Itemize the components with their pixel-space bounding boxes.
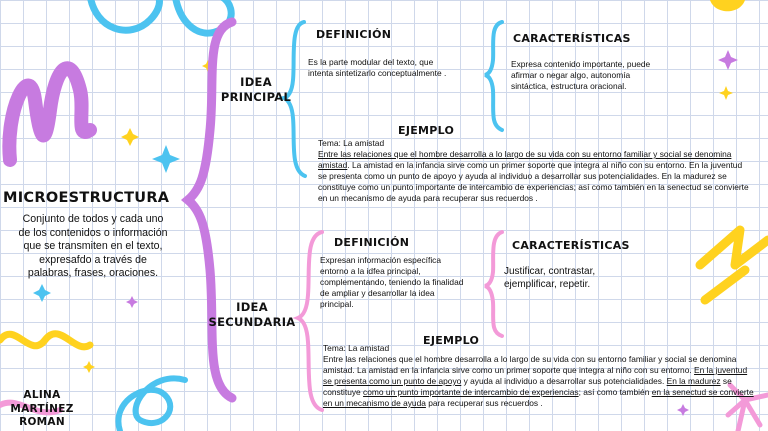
- blue-loop: [118, 378, 185, 431]
- principal-ejemplo-text: [318, 138, 750, 204]
- main-title: MICROESTRUCTURA: [3, 190, 170, 206]
- author-name: [3, 389, 81, 430]
- principal-carac-brace: [485, 22, 502, 130]
- author-line-1: ALINA: [23, 389, 61, 401]
- secundaria-brace: [298, 232, 322, 410]
- secundaria-ejemplo-part-4: En la madurez: [666, 376, 721, 386]
- idea-principal-line-1: IDEA: [240, 75, 272, 89]
- idea-secundaria-label: [206, 300, 298, 330]
- secundaria-ejemplo-part-2: En la juventud se presenta como un punto de apoyo: [323, 365, 748, 386]
- yellow-blob: [710, 0, 745, 11]
- idea-principal-line-2: PRINCIPAL: [220, 90, 292, 104]
- secundaria-ejemplo-part-9: para recuperar sus recuerdos .: [425, 398, 543, 408]
- secundaria-definicion-text: Expresan información específica entorno a la idfea principal, complementando, teniendo la finalidad de ampliar y desarrollar la idea principal.: [320, 255, 464, 309]
- secundaria-caracteristicas-title: CARACTERÍSTICAS: [512, 239, 630, 252]
- yellow-sparkle-3: [719, 86, 733, 100]
- secundaria-ejemplo-tema: Tema: La amistad: [323, 343, 390, 353]
- blue-sparkle-2: [33, 284, 51, 302]
- idea-secundaria-line-2: SECUNDARIA: [208, 315, 296, 329]
- secundaria-caracteristicas-text: Justificar, contrastar, ejemplificar, repetir.: [504, 266, 596, 290]
- yellow-sparkle-4: [83, 361, 95, 373]
- secundaria-carac-brace: [485, 232, 502, 336]
- secundaria-ejemplo-text: [323, 343, 755, 409]
- principal-ejemplo-tema: Tema: La amistad: [318, 138, 385, 148]
- principal-ejemplo-rest: . La amistad en la infancia sirve como un primer soporte que integra al niño con su entorno. En la juventud se presenta como un punto de apoyo y ayuda al individuo a desarrollar sus potencialidades. En la madurez se constituye como un punto importante de intercambio de experiencias; así como también en la senectud se convierte en un mecanismo de ayuda para recuperar sus recuerdos .: [318, 160, 749, 203]
- author-line-2: MARTÍNEZ: [10, 402, 74, 415]
- principal-caracteristicas-text: Expresa contenido importante, puede afirmar o negar algo, autonomía sintáctica, estructura oracional.: [511, 59, 651, 91]
- purple-sparkle: [718, 50, 738, 70]
- yellow-squiggle: [0, 334, 90, 347]
- blue-sparkle: [152, 145, 180, 173]
- idea-principal-label: [216, 75, 296, 105]
- yellow-zigzag-right: [700, 230, 768, 300]
- blue-squiggle-top: [90, 0, 231, 33]
- idea-secundaria-line-1: IDEA: [236, 300, 268, 314]
- secundaria-ejemplo-title: EJEMPLO: [423, 334, 480, 347]
- secundaria-ejemplo-part-7: ; así como también: [578, 387, 652, 397]
- secundaria-ejemplo-part-5: se constituye: [323, 376, 732, 397]
- secundaria-definicion-title: DEFINICIÓN: [334, 236, 410, 249]
- secundaria-ejemplo-part-1: Entre las relaciones que el hombre desarrolla a lo largo de su vida con su entorno familiar y social se denomina amistad. La amistad en la infancia sirve como un primer soporte que integra al niño con su entorno.: [323, 354, 737, 375]
- secundaria-ejemplo-part-6: como un punto importante de intercambio de experiencias: [363, 387, 579, 397]
- secundaria-ejemplo-part-8: en la senectud se convierte en un mecanismo de ayuda: [323, 387, 754, 408]
- main-description: Conjunto de todos y cada uno de los contenidos o información que se transmiten en el texto, expresafdo a través de palabras, frases, oraciones.: [18, 213, 168, 280]
- purple-sparkle-2: [126, 296, 138, 308]
- secundaria-ejemplo-part-3: y ayuda al individuo a desarrollar sus potencialidades.: [461, 376, 667, 386]
- author-line-3: ROMAN: [19, 416, 65, 428]
- principal-caracteristicas-title: CARACTERÍSTICAS: [513, 32, 631, 45]
- yellow-sparkle: [121, 128, 139, 146]
- principal-ejemplo-underlined: Entre las relaciones que el hombre desarrolla a lo largo de su vida con su entorno familiar y social se denomina amistad: [318, 149, 732, 170]
- principal-ejemplo-title: EJEMPLO: [398, 124, 455, 137]
- principal-definicion-title: DEFINICIÓN: [316, 28, 392, 41]
- principal-definicion-text: Es la parte modular del texto, que intenta sintetizarlo conceptualmente .: [308, 57, 447, 78]
- purple-zigzag: [9, 68, 90, 160]
